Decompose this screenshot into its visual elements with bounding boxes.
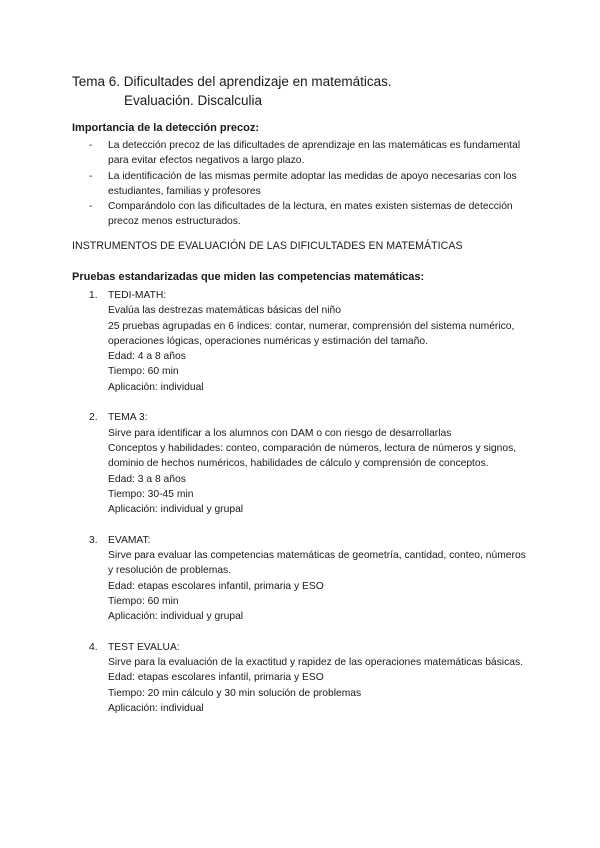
item-number: 3. — [89, 534, 98, 546]
test-name: EVAMAT: — [108, 534, 151, 546]
test-line: Sirve para evaluar las competencias matemáticas de geometría, cantidad, conteo, números y resolución de problemas. — [108, 550, 526, 577]
instrumentos-heading: INSTRUMENTOS DE EVALUACIÓN DE LAS DIFICULTADES EN MATEMÁTICAS — [72, 240, 463, 252]
test-line: Tiempo: 60 min — [108, 366, 179, 378]
page-title — [72, 72, 392, 110]
test-item-tema-3 — [72, 410, 532, 517]
bullet-item: - La identificación de las mismas permite adoptar las medidas de apoyo necesarias con los estudiantes, familias y profesores — [72, 169, 532, 200]
test-line: Aplicación: individual y grupal — [108, 611, 244, 623]
test-name: TEMA 3: — [108, 412, 148, 424]
test-item-evamat — [72, 533, 532, 625]
item-number: 2. — [89, 412, 98, 424]
pruebas-heading: Pruebas estandarizadas que miden las competencias matemáticas: — [72, 271, 425, 283]
pruebas-list — [72, 288, 532, 732]
test-item-tedi-math — [72, 288, 532, 395]
title-line-2: Evaluación. Discalculia — [124, 93, 263, 108]
importancia-list — [72, 138, 532, 230]
test-line: Tiempo: 20 min cálculo y 30 min solución de problemas — [108, 687, 362, 699]
title-line-1: Tema 6. Dificultades del aprendizaje en matemáticas. — [72, 74, 392, 89]
test-line: Aplicación: individual y grupal — [108, 504, 244, 516]
test-line: Sirve para identificar a los alumnos con DAM o con riesgo de desarrollarlas — [108, 427, 452, 439]
test-name: TEST EVALUA: — [108, 641, 180, 653]
test-line: Edad: etapas escolares infantil, primaria y ESO — [108, 580, 324, 592]
test-name: TEDI-MATH: — [108, 290, 167, 301]
test-line: Evalúa las destrezas matemáticas básicas del niño — [108, 305, 341, 317]
test-line: Edad: 4 a 8 años — [108, 351, 186, 363]
test-line: Aplicación: individual — [108, 703, 204, 715]
test-line: Edad: 3 a 8 años — [108, 473, 186, 485]
test-line: Sirve para la evaluación de la exactitud y rapidez de las operaciones matemáticas básicas. — [108, 657, 523, 669]
test-line: Tiempo: 30-45 min — [108, 488, 194, 500]
test-line: Aplicación: individual — [108, 381, 204, 393]
test-line: Edad: etapas escolares infantil, primaria y ESO — [108, 672, 324, 684]
test-line: 25 pruebas agrupadas en 6 índices: contar, numerar, comprensión del sistema numérico, operaciones lógicas, operaciones numéricas y estimación del tamaño. — [108, 320, 515, 347]
bullet-item: - Comparándolo con las dificultades de la lectura, en mates existen sistemas de detección precoz menos estructurados. — [72, 199, 532, 230]
test-line: Conceptos y habilidades: conteo, comparación de números, lectura de números y signos, dominio de hechos numéricos, habilidades de cálculo y comprensión de conceptos. — [108, 442, 517, 470]
test-line: Tiempo: 60 min — [108, 595, 179, 607]
item-number: 1. — [89, 290, 98, 301]
test-item-test-evalua — [72, 640, 532, 716]
importancia-heading: Importancia de la detección precoz: — [72, 122, 260, 134]
bullet-item: - La detección precoz de las dificultades de aprendizaje en las matemáticas es fundamental para evitar efectos negativos a largo plazo. — [72, 138, 532, 169]
item-number: 4. — [89, 641, 98, 653]
